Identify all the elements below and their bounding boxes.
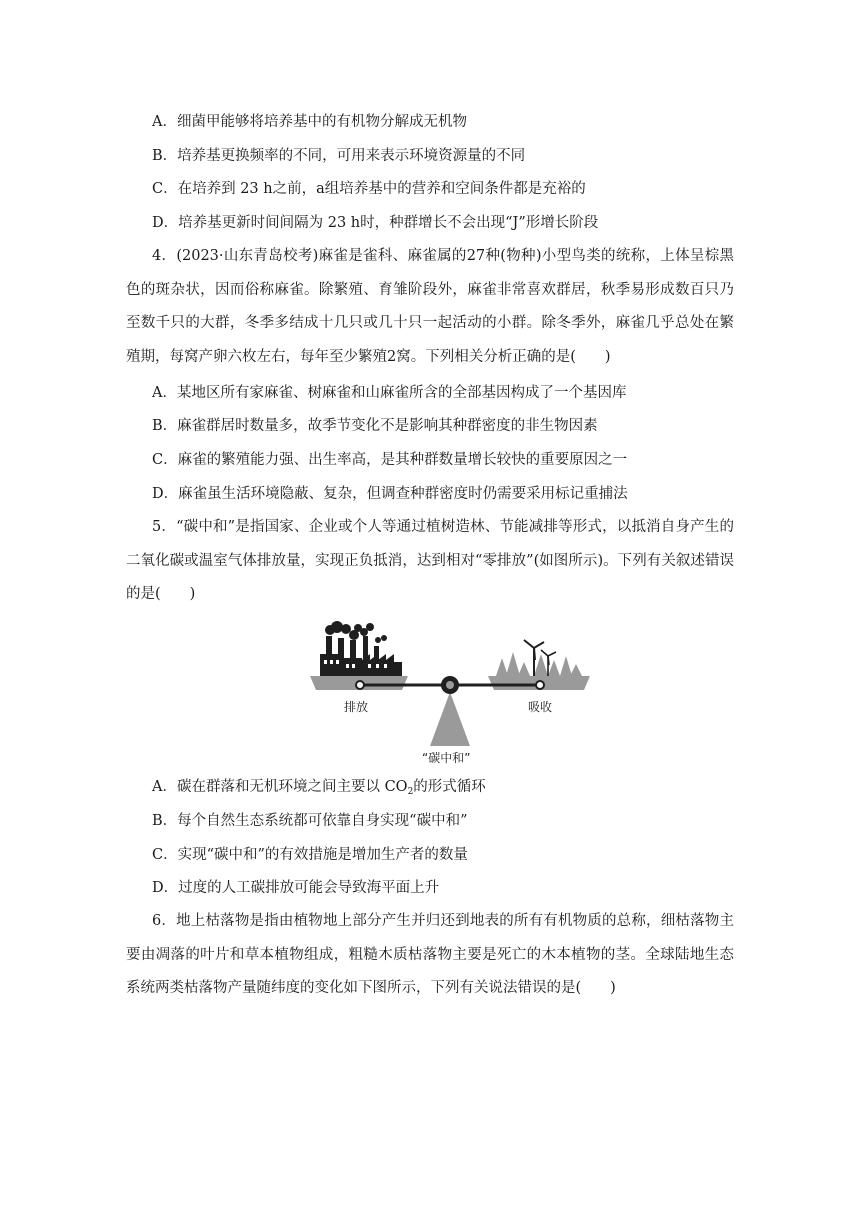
q5-option-a [152, 777, 486, 802]
right-pivot [536, 681, 544, 689]
q5-option-a-post: 的形式循环 [413, 779, 486, 795]
carbon-neutral-figure [308, 618, 592, 768]
q5-stem [126, 511, 734, 612]
q4-stem-text: 4．(2023·山东青岛校考)麻雀是雀科、麻雀属的27种(物种)小型鸟类的统称，上体呈棕黑色的斑杂状，因而俗称麻雀。除繁殖、育雏阶段外，麻雀非常喜欢群居，秋季易形成数百只乃至数千只的大群，冬季多结成十几只或几十只一起活动的小群。除冬季外，麻雀几乎总处在繁殖期，每窝产卵六枚左右，每年至少繁殖2窝。下列相关分析正确的是( ) [126, 248, 734, 365]
q3-option-d: D．培养基更新时间间隔为 23 h时，种群增长不会出现“J”形增长阶段 [152, 215, 599, 231]
left-pivot [356, 681, 364, 689]
q6-stem-text: 6．地上枯落物是指由植物地上部分产生并归还到地表的所有有机物质的总称，细枯落物主要由凋落的叶片和草本植物组成，粗糙木质枯落物主要是死亡的木本植物的茎。全球陆地生态系统两类枯落物产量随纬度的变化如下图所示，下列有关说法错误的是( ) [126, 913, 734, 996]
q5-option-b: B．每个自然生态系统都可依靠自身实现“碳中和” [152, 813, 468, 829]
balance-scale-illustration [308, 618, 592, 768]
q4-option-c: C．麻雀的繁殖能力强、出生率高，是其种群数量增长较快的重要原因之一 [152, 452, 628, 468]
q4-option-d: D．麻雀虽生活环境隐蔽、复杂，但调查种群密度时仍需要采用标记重捕法 [152, 486, 628, 502]
q3-option-b: B．培养基更换频率的不同，可用来表示环境资源量的不同 [152, 148, 526, 164]
q4-option-b: B．麻雀群居时数量多，故季节变化不是影响其种群密度的非生物因素 [152, 418, 598, 434]
figure-caption: “碳中和” [422, 751, 471, 765]
absorption-label: 吸收 [528, 700, 553, 714]
balance-stand [430, 692, 470, 746]
q5-option-d: D．过度的人工碳排放可能会导致海平面上升 [152, 880, 440, 896]
q4-option-a: A．某地区所有家麻雀、树麻雀和山麻雀所含的全部基因构成了一个基因库 [152, 385, 627, 401]
q3-option-a: A．细菌甲能够将培养基中的有机物分解成无机物 [152, 114, 467, 130]
tree-icon [496, 652, 582, 676]
q5-option-a-pre: A．碳在群落和无机环境之间主要以 CO [152, 779, 408, 795]
emission-label: 排放 [344, 700, 369, 714]
q5-option-a-sub: 2 [407, 787, 414, 797]
q5-option-c: C．实现“碳中和”的有效措施是增加生产者的数量 [152, 847, 468, 863]
q5-stem-text: 5．“碳中和”是指国家、企业或个人等通过植树造林、节能减排等形式，以抵消自身产生的二氧化碳或温室气体排放量，实现正负抵消，达到相对“零排放”(如图所示)。下列有关叙述错误的是( ) [126, 519, 734, 602]
fulcrum-center [446, 681, 454, 689]
q3-option-c: C．在培养到 23 h之前，a组培养基中的营养和空间条件都是充裕的 [152, 181, 586, 197]
q4-stem [126, 240, 734, 374]
q6-stem [126, 905, 734, 1006]
factory-icon [320, 621, 402, 676]
